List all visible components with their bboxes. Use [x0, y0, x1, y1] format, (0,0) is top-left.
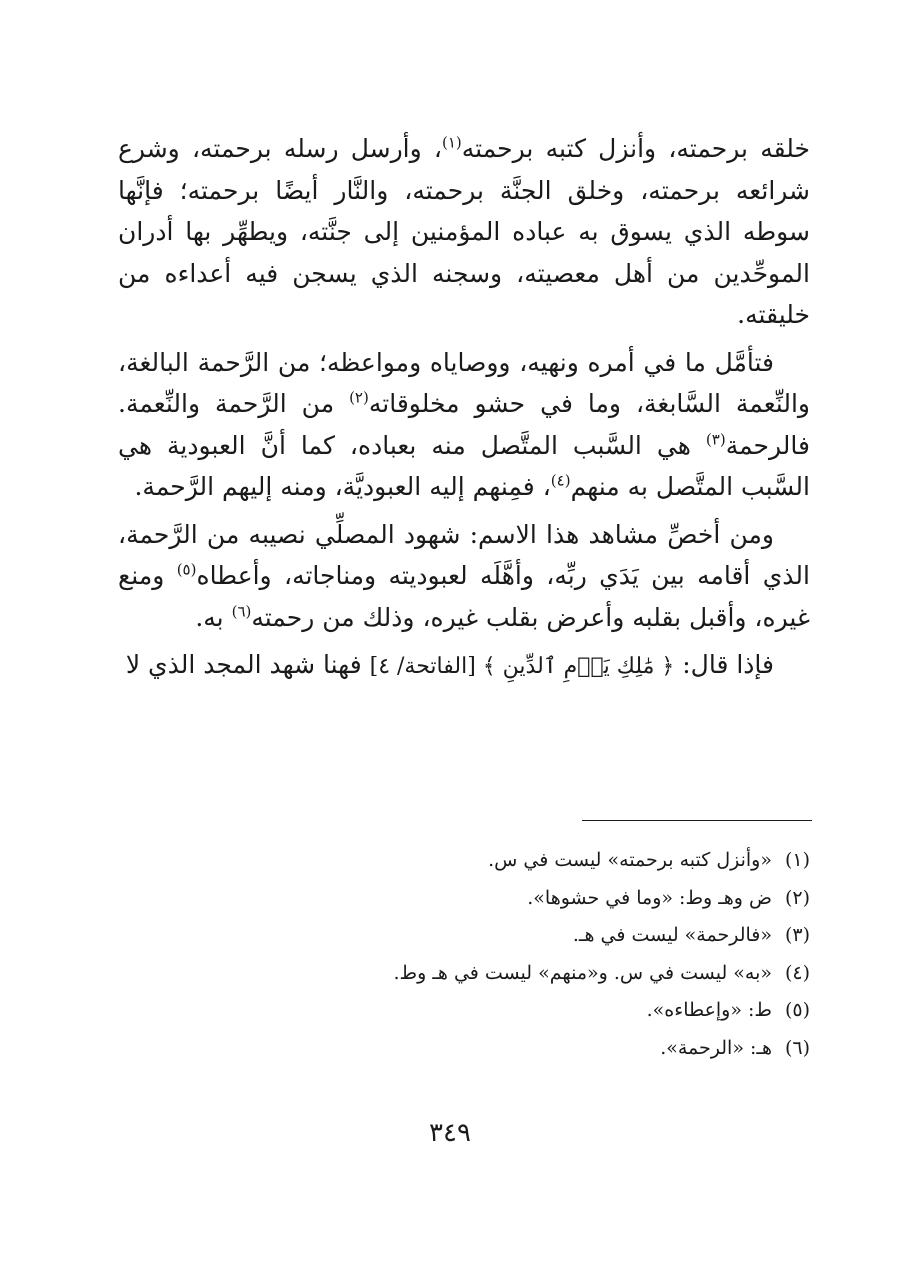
- main-text: [118, 128, 810, 694]
- footnote-number: (٤): [784, 961, 810, 984]
- footnote-divider: [582, 820, 812, 821]
- verse-citation: [الفاتحة/ ٤]: [369, 654, 483, 679]
- footnote-number: (١): [784, 849, 810, 871]
- paragraph-4: [118, 644, 810, 688]
- footnote-number: (٥): [784, 999, 810, 1021]
- footnote-ref-2[interactable]: (٢): [349, 388, 369, 407]
- footnote-ref-3[interactable]: (٣): [705, 430, 726, 449]
- paragraph-text: فإذا قال:: [674, 650, 774, 679]
- footnote-text: «به» ليست في س. و«منهم» ليست في هـ وط.: [393, 961, 772, 984]
- footnote-item: [190, 955, 810, 993]
- paragraph-text: فتأمَّل ما في أمره ونهيه، ووصاياه ومواعظه؛ من الرَّحمة البالغة، والنِّعمة السَّابغة، وما في حشو مخلوقاته: [118, 347, 810, 418]
- paragraph-text: خلقه برحمته، وأنزل كتبه برحمته: [461, 134, 810, 163]
- quran-verse: ﴿ مَٰلِكِ يَوۡمِ ٱلدِّينِ ﴾: [482, 654, 675, 679]
- page-number: ٣٤٩: [429, 1118, 471, 1148]
- paragraph-text: هي السَّبب المتَّصل منه بعباده، كما أنَّ العبودية هي السَّبب المتَّصل به منهم: [118, 430, 810, 501]
- footnote-number: (٣): [784, 924, 810, 946]
- footnote-ref-6[interactable]: (٦): [231, 602, 252, 621]
- paragraph-text: ومنع غيره، وأقبل بقلبه وأعرض بقلب غيره، وذلك من رحمته: [118, 561, 810, 632]
- footnote-item: [190, 842, 810, 880]
- paragraph-text: ومن أخصِّ مشاهد هذا الاسم: شهود المصلِّي نصيبه من الرَّحمة، الذي أقامه بين يَدَي ربِّه، وأهَّلَه لعبوديته ومناجاته، وأعطاه: [118, 519, 810, 590]
- footnote-ref-1[interactable]: (١): [441, 133, 462, 152]
- footnote-number: (٢): [784, 886, 810, 909]
- footnote-text: ض وهـ وط: «وما في حشوها».: [527, 886, 772, 909]
- paragraph-text: ، وأرسل رسله برحمته، وشرع شرائعه برحمته، وخلق الجنَّة برحمته، والنَّار أيضًا برحمته؛ فإنَّها سوطه الذي يسوق به عباده المؤمنين إلى جنَّته، ويطهِّر بها أدران الموحِّدين من أهل معصيته، وسجنه الذي يسجن فيه أعداءه من خليقته.: [118, 134, 810, 329]
- footnote-ref-5[interactable]: (٥): [176, 560, 197, 579]
- footnote-ref-4[interactable]: (٤): [550, 471, 571, 490]
- footnote-text: هـ: «الرحمة».: [660, 1036, 772, 1059]
- footnote-text: «وأنزل كتبه برحمته» ليست في س.: [488, 849, 772, 871]
- paragraph-text: فهنا شهد المجد الذي لا: [125, 650, 370, 679]
- paragraph-1: [118, 128, 810, 336]
- paragraph-text: من الرَّحمة والنِّعمة. فالرحمة: [118, 389, 810, 460]
- footnote-item: [190, 917, 810, 955]
- footnote-text: ط: «وإعطاءه».: [646, 999, 772, 1021]
- footnote-item: [190, 880, 810, 918]
- footnote-text: «فالرحمة» ليست في هـ.: [572, 924, 772, 946]
- paragraph-2: [118, 342, 810, 508]
- footnote-number: (٦): [784, 1036, 810, 1059]
- footnote-item: [190, 992, 810, 1030]
- paragraph-text: به.: [195, 602, 232, 632]
- footnotes-list: [190, 842, 810, 1067]
- footnote-item: [190, 1030, 810, 1068]
- paragraph-text: ، فمِنهم إليه العبوديَّة، ومنه إليهم الرَّحمة.: [134, 472, 551, 501]
- paragraph-3: [118, 514, 810, 639]
